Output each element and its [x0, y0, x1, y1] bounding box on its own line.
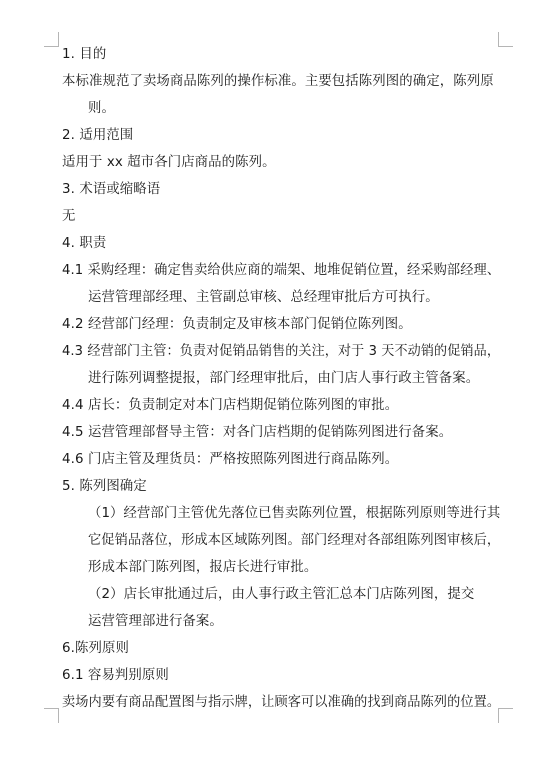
heading-layout-determination: 5. 陈列图确定: [62, 479, 147, 494]
paragraph-line: 则。: [88, 101, 115, 116]
paragraph-line: 运营管理部经理、主管副总审核、总经理审批后方可执行。: [88, 290, 439, 305]
paragraph-line: 卖场内要有商品配置图与指示牌，让顾客可以准确的找到商品陈列的位置。: [62, 695, 501, 710]
heading-display-principles: 6.陈列原则: [62, 641, 129, 656]
crop-mark-top-right: [498, 32, 513, 47]
paragraph-line: 无: [62, 209, 76, 224]
paragraph-line: 运营管理部进行备案。: [88, 614, 223, 629]
crop-mark-top-left: [44, 32, 59, 47]
paragraph-line: 4.4 店长：负责制定对本门店档期促销位陈列图的审批。: [62, 398, 399, 413]
paragraph-line: 本标准规范了卖场商品陈列的操作标准。主要包括陈列图的确定，陈列原: [62, 74, 494, 89]
heading-scope: 2. 适用范围: [62, 128, 134, 143]
heading-duties: 4. 职责: [62, 236, 107, 251]
crop-mark-bottom-right: [498, 708, 513, 723]
heading-purpose: 1. 目的: [62, 47, 107, 62]
paragraph-line: （2）店长审批通过后，由人事行政主管汇总本门店陈列图，提交: [88, 587, 475, 602]
paragraph-line: 形成本部门陈列图，报店长进行审批。: [88, 560, 318, 575]
paragraph-line: 它促销品落位，形成本区域陈列图。部门经理对各部组陈列图审核后，: [88, 533, 501, 548]
crop-mark-bottom-left: [44, 708, 59, 723]
paragraph-line: 4.5 运营管理部督导主管：对各门店档期的促销陈列图进行备案。: [62, 425, 453, 440]
paragraph-line: 4.3 经营部门主管：负责对促销品销售的关注，对于 3 天不动销的促销品，: [62, 344, 501, 359]
paragraph-line: 4.6 门店主管及理货员：严格按照陈列图进行商品陈列。: [62, 452, 399, 467]
heading-terms: 3. 术语或缩略语: [62, 182, 161, 197]
paragraph-line: （1）经营部门主管优先落位已售卖陈列位置，根据陈列原则等进行其: [88, 506, 501, 521]
paragraph-line: 适用于 xx 超市各门店商品的陈列。: [62, 155, 276, 170]
paragraph-line: 4.2 经营部门经理：负责制定及审核本部门促销位陈列图。: [62, 317, 412, 332]
heading-easy-identification: 6.1 容易判别原则: [62, 668, 169, 683]
paragraph-line: 进行陈列调整提报，部门经理审批后，由门店人事行政主管备案。: [88, 371, 480, 386]
paragraph-line: 4.1 采购经理：确定售卖给供应商的端架、地堆促销位置，经采购部经理、: [62, 263, 501, 278]
